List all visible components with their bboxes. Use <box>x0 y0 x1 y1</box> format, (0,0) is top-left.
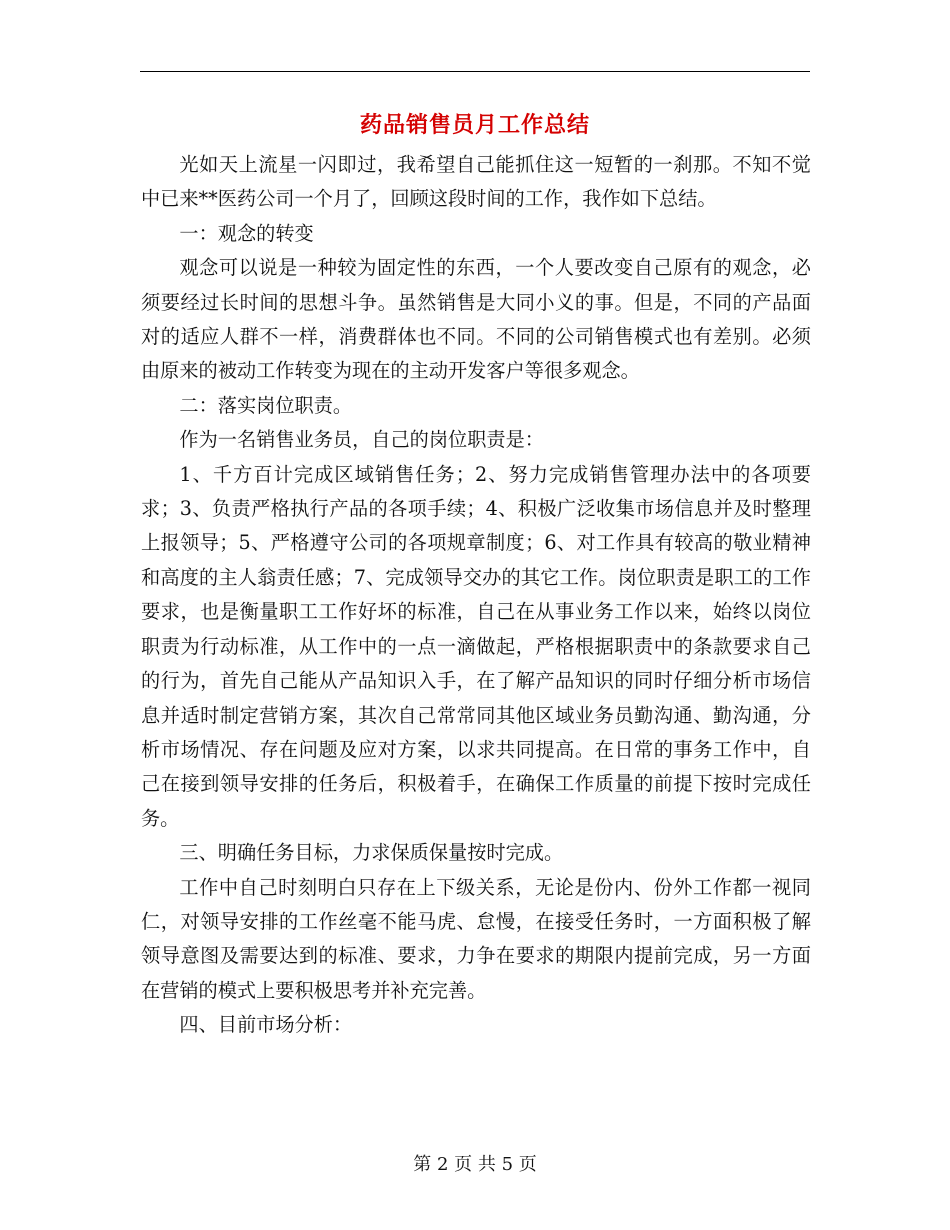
paragraph-intro: 光如天上流星一闪即过，我希望自己能抓住这一短暂的一刹那。不知不觉中已来**医药公司一个月了，回顾这段时间的工作，我作如下总结。 <box>141 153 811 211</box>
document-body <box>141 148 811 1043</box>
paragraph-duties-lead: 作为一名销售业务员，自己的岗位职责是： <box>179 428 544 452</box>
paragraph-duties-list: 1、千方百计完成区域销售任务；2、努力完成销售管理办法中的各项要求；3、负责严格执行产品的各项手续；4、积极广泛收集市场信息并及时整理上报领导；5、严格遵守公司的各项规章制度；6、对工作具有较高的敬业精神和高度的主人翁责任感；7、完成领导交办的其它工作。岗位职责是职工的工作要求，也是衡量职工工作好坏的标准，自己在从事业务工作以来，始终以岗位职责为行动标准，从工作中的一点一滴做起，严格根据职责中的条款要求自己的行为，首先自己能从产品知识入手，在了解产品知识的同时仔细分析市场信息并适时制定营销方案，其次自己常常同其他区域业务员勤沟通、勤沟通，分析市场情况、存在问题及应对方案，以求共同提高。在日常的事务工作中，自己在接到领导安排的任务后，积极着手，在确保工作质量的前提下按时完成任务。 <box>141 462 811 830</box>
header-rule <box>140 71 810 72</box>
page-number-footer: 第 2 页 共 5 页 <box>413 1154 537 1175</box>
section-heading-1: 一：观念的转变 <box>179 221 314 245</box>
paragraph-concept-change: 观念可以说是一种较为固定性的东西，一个人要改变自己原有的观念，必须要经过长时间的思想斗争。虽然销售是大同小义的事。但是，不同的产品面对的适应人群不一样，消费群体也不同。不同的公司销售模式也有差别。必须由原来的被动工作转变为现在的主动开发客户等很多观念。 <box>141 256 811 383</box>
paragraph-task-goals: 工作中自己时刻明白只存在上下级关系，无论是份内、份外工作都一视同仁，对领导安排的工作丝毫不能马虎、怠慢，在接受任务时，一方面积极了解领导意图及需要达到的标准、要求，力争在要求的期限内提前完成，另一方面在营销的模式上要积极思考并补充完善。 <box>141 875 811 1002</box>
document-title: 药品销售员月工作总结 <box>359 112 590 138</box>
section-heading-4: 四、目前市场分析： <box>179 1013 353 1037</box>
section-heading-2: 二：落实岗位职责。 <box>179 393 353 417</box>
section-heading-3: 三、明确任务目标，力求保质保量按时完成。 <box>179 841 564 865</box>
